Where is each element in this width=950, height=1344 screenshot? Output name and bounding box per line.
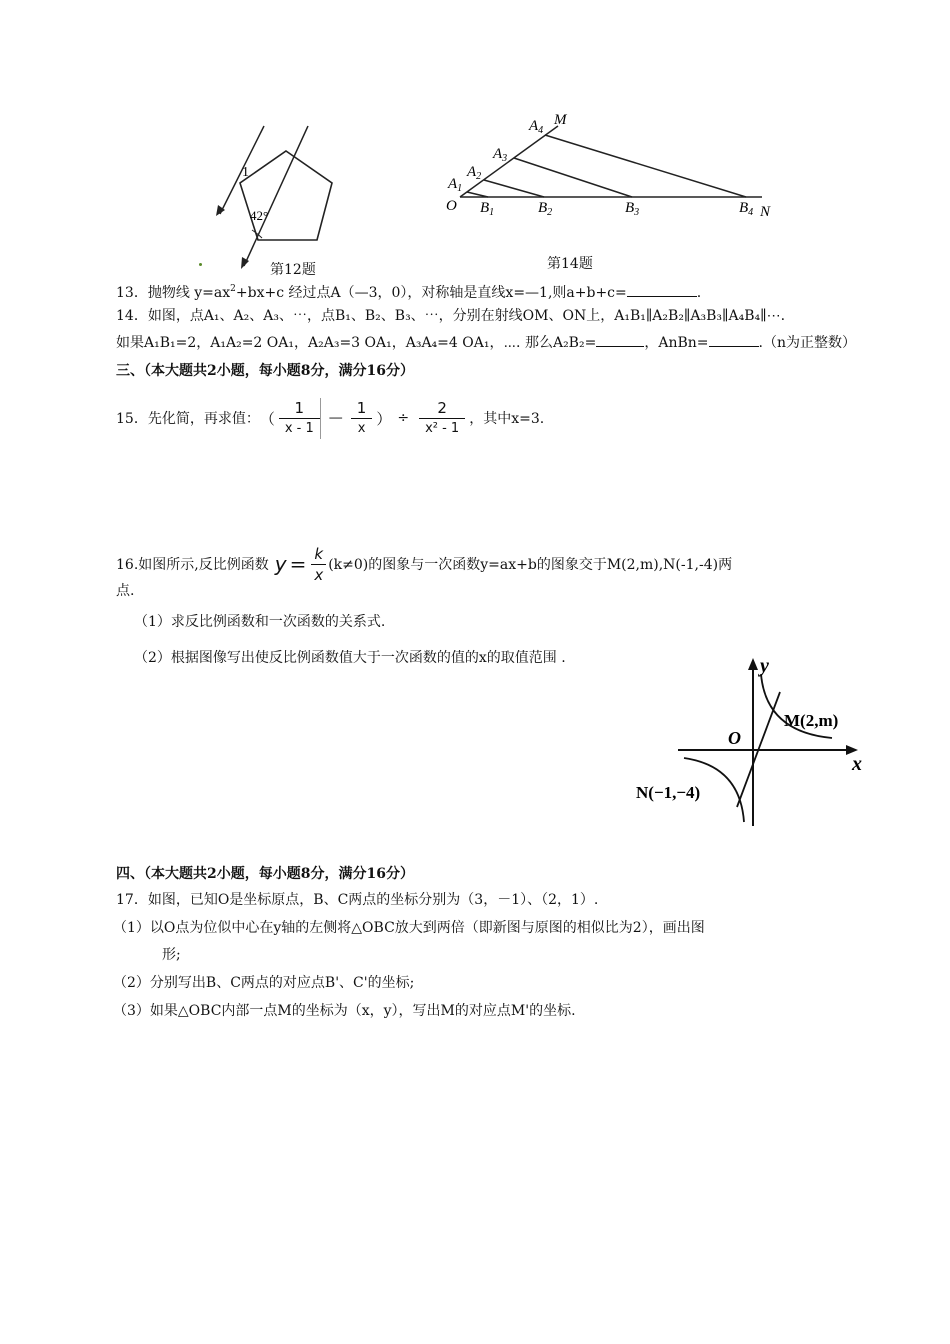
q17-part-1a: （1）以O点为位似中心在y轴的左侧将△OBC放大到两倍（即新图与原图的相似比为2），画出图: [113, 920, 705, 936]
q16-eq: =: [289, 552, 307, 576]
figure-12: [200, 118, 350, 278]
q13-sup: 2: [230, 284, 236, 294]
label-M: M: [554, 112, 567, 128]
angle-1-label: 1: [242, 165, 249, 180]
section-4-heading: 四、（本大题共2小题，每小题8分，满分16分）: [116, 866, 414, 882]
q15-paren-open: （: [259, 409, 275, 428]
q15-f3-num: 2: [419, 398, 465, 419]
label-B3: $B_3$: [625, 200, 640, 218]
segment-A3B3: [514, 158, 632, 197]
question-13: [116, 279, 701, 303]
q13-answer-blank[interactable]: [627, 296, 697, 297]
q16-prefix: 16.如图所示,反比例函数: [116, 557, 269, 573]
label-B1: $B_1$: [480, 200, 495, 218]
label-A3: $A_3$: [493, 146, 508, 164]
label-y: y: [760, 655, 769, 677]
pentagon: [240, 151, 332, 240]
q15-minus: —: [328, 410, 343, 426]
question-14-line-1: 14．如图，点A₁、A₂、A₃、⋯，点B₁、B₂、B₃、⋯，分别在射线OM、ON上，A₁B₁∥A₂B₂∥A₃B₃∥A₄B₄∥⋯.: [116, 308, 786, 324]
label-N: N: [760, 204, 771, 220]
label-A4: $A_4$: [529, 118, 544, 136]
q15-fraction-2: [351, 398, 373, 439]
section-3-heading: 三、（本大题共2小题，每小题8分，满分16分）: [116, 363, 414, 379]
q14-blank-1[interactable]: [596, 346, 644, 347]
q15-f1-num: 1: [279, 398, 320, 419]
figure-14: [440, 108, 785, 223]
label-origin: O: [728, 728, 741, 748]
q15-divide: ÷: [397, 410, 410, 426]
q17-part-3: （3）如果△OBC内部一点M的坐标为（x，y），写出M的对应点M'的坐标.: [113, 1003, 576, 1019]
segment-A4B4: [545, 135, 746, 197]
q15-f2-num: 1: [351, 398, 373, 419]
y-axis-arrow: [748, 658, 758, 670]
q15-fraction-1: [279, 398, 321, 439]
question-14-line-2: [116, 333, 856, 353]
label-M-point: M(2,m): [784, 711, 839, 730]
q15-suffix: ，其中x=3.: [469, 411, 545, 427]
q16-y: y: [274, 552, 287, 576]
q17-part-2: （2）分别写出B、C两点的对应点B'、C'的坐标;: [113, 975, 415, 991]
fig12-caption: 第12题: [270, 262, 316, 278]
label-B2: $B_2$: [538, 200, 553, 218]
q15-f2-den: x: [357, 420, 366, 436]
figure-16: [632, 652, 872, 832]
q14-text-c: .（n为正整数）: [758, 335, 856, 351]
q17-line-1: 17．如图，已知O是坐标原点，B、C两点的坐标分别为（3，－1）、（2，1）.: [116, 892, 599, 908]
segment-A2B2: [484, 180, 544, 197]
fig14-caption: 第14题: [547, 256, 593, 272]
q16-rest: (k≠0)的图象与一次函数y=ax+b的图象交于M(2,m),N(-1,-4)两: [328, 557, 733, 573]
q13-end: .: [696, 285, 702, 301]
q15-prefix: 15．先化简，再求值：: [116, 411, 260, 427]
q14-text-b: ，AnBn=: [644, 335, 709, 351]
q15-f1-den: x - 1: [284, 420, 314, 436]
label-B4: $B_4$: [739, 200, 754, 218]
q13-rest: +bx+c 经过点A（—3，0），对称轴是直线x=—1,则a+b+c=: [235, 285, 627, 301]
label-O: O: [446, 198, 457, 214]
q14-text-a: 如果A₁B₁=2，A₁A₂=2 OA₁，A₂A₃=3 OA₁，A₃A₄=4 OA₁，⋯. 那么A₂B₂=: [116, 335, 597, 351]
question-15: [116, 395, 544, 441]
q16-part-1: （1）求反比例函数和一次函数的关系式.: [134, 614, 386, 630]
q15-f3-den: x² - 1: [425, 420, 460, 436]
label-A1: $A_1$: [448, 176, 463, 194]
label-x: x: [852, 753, 862, 775]
label-A2: $A_2$: [467, 164, 482, 182]
q13-prefix: 13．抛物线 y=ax: [116, 285, 231, 301]
q16-x: x: [314, 565, 324, 584]
angle-42-label: 42°: [250, 208, 269, 223]
q16-k: k: [311, 544, 326, 565]
q17-part-1b: 形;: [162, 947, 181, 963]
q16-fraction: [311, 544, 326, 585]
q16-part-2: （2）根据图像写出使反比例函数值大于一次函数的值的x的取值范围 .: [134, 650, 566, 666]
dot-mark: [199, 263, 202, 266]
q15-fraction-3: [419, 398, 465, 439]
q15-paren-close: ）: [376, 409, 392, 428]
question-16: [116, 541, 732, 587]
label-N-point: N(−1,−4): [636, 783, 701, 802]
q16-line-2: 点.: [116, 583, 135, 599]
q14-blank-2[interactable]: [709, 346, 759, 347]
